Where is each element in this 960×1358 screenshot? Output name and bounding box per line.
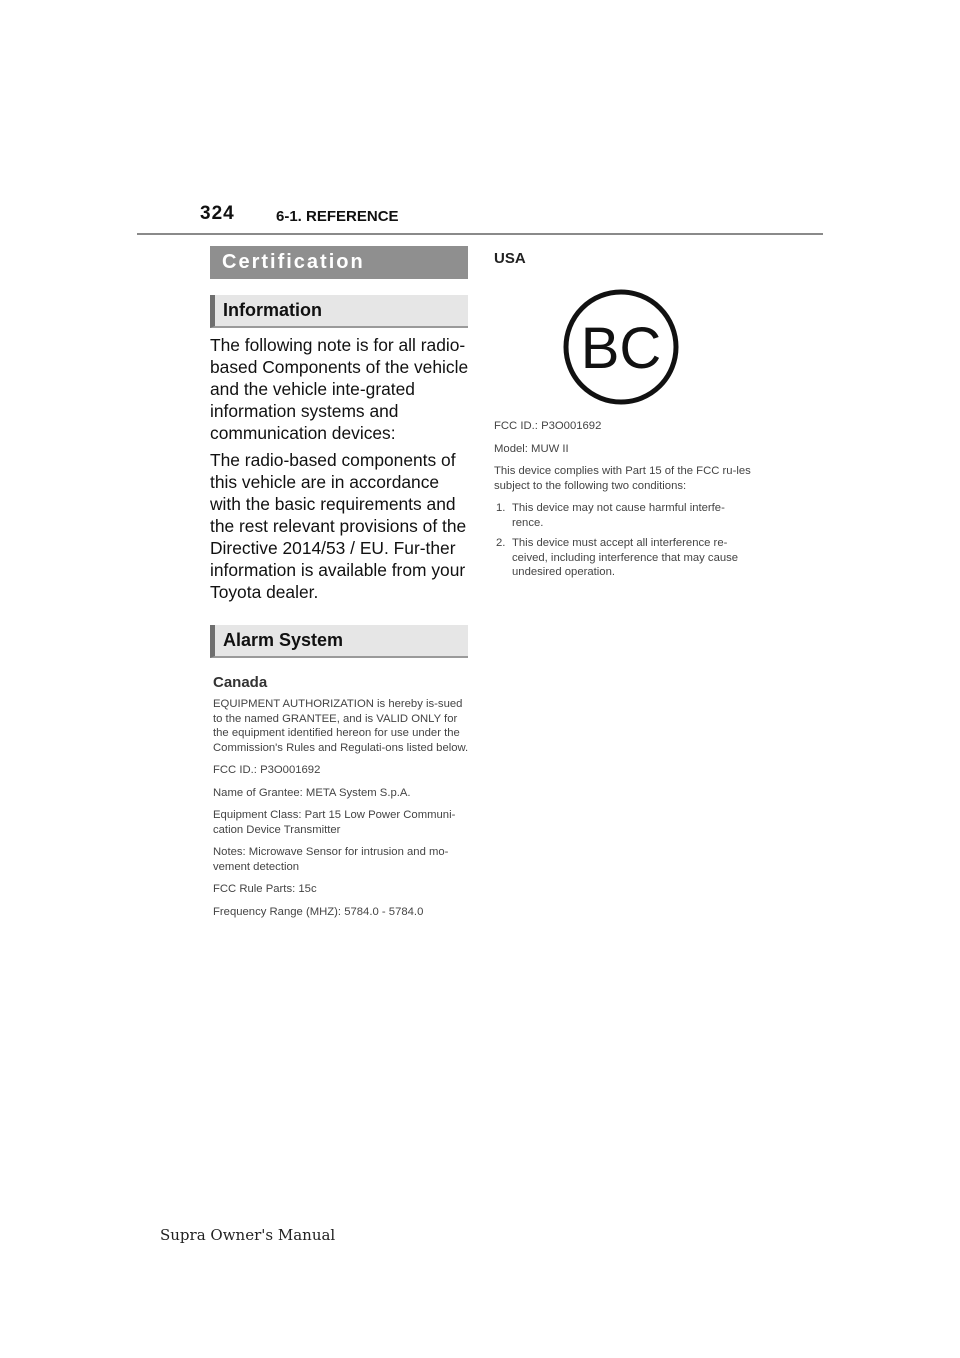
usa-condition-item bbox=[494, 536, 754, 580]
canada-fcc-id: FCC ID.: P3O001692 bbox=[213, 764, 321, 776]
page-number: 324 bbox=[200, 203, 235, 224]
canada-grantee: Name of Grantee: META System S.p.A. bbox=[213, 786, 411, 799]
alarm-system-heading: Alarm System bbox=[210, 625, 468, 658]
usa-fcc-id: FCC ID.: P3O001692 bbox=[494, 420, 602, 432]
condition-text: This device may not cause harmful interfe-rence. bbox=[512, 502, 725, 529]
usa-label: USA bbox=[494, 250, 526, 267]
canada-authorization: EQUIPMENT AUTHORIZATION is hereby is-sued to the named GRANTEE, and is VALID ONLY for the equipment identified hereon for use under the Commission's Rules and Regulati-ons listed below. bbox=[213, 698, 469, 754]
canada-notes: Notes: Microwave Sensor for intrusion and mo-vement detection bbox=[213, 846, 449, 873]
condition-number: 1. bbox=[496, 502, 506, 514]
canada-title: Canada bbox=[213, 674, 268, 691]
condition-number: 2. bbox=[496, 537, 506, 549]
condition-text: This device must accept all interference re-ceived, including interference that may cause undesired operation. bbox=[512, 537, 739, 578]
canada-block bbox=[213, 697, 469, 927]
section-reference: 6-1. REFERENCE bbox=[276, 208, 399, 225]
bc-logo-icon bbox=[562, 288, 680, 406]
canada-frequency: Frequency Range (MHZ): 5784.0 - 5784.0 bbox=[213, 905, 424, 918]
information-paragraph-1: The following note is for all radio-based Components of the vehicle and the vehicle inte-grated information systems and communication devices: bbox=[210, 335, 469, 443]
information-heading: Information bbox=[210, 295, 468, 328]
information-paragraph-2: The radio-based components of this vehicle are in accordance with the basic requirements and the rest relevant provisions of the Directive 2014/53 / EU. Fur-ther information is available from your Toyota dealer. bbox=[210, 450, 467, 602]
usa-model: Model: MUW II bbox=[494, 442, 569, 455]
usa-conditions-list bbox=[494, 501, 754, 580]
certification-title: Certification bbox=[210, 246, 468, 279]
usa-condition-item bbox=[494, 501, 754, 530]
usa-block bbox=[494, 419, 754, 586]
canada-equipment-class: Equipment Class: Part 15 Low Power Communi-cation Device Transmitter bbox=[213, 809, 456, 836]
manual-footer: Supra Owner's Manual bbox=[160, 1226, 336, 1244]
usa-compliance: This device complies with Part 15 of the FCC ru-les subject to the following two conditions: bbox=[494, 465, 751, 492]
header-divider bbox=[137, 233, 823, 235]
canada-rule-parts: FCC Rule Parts: 15c bbox=[213, 883, 317, 895]
bc-logo-text: BC bbox=[580, 316, 662, 381]
